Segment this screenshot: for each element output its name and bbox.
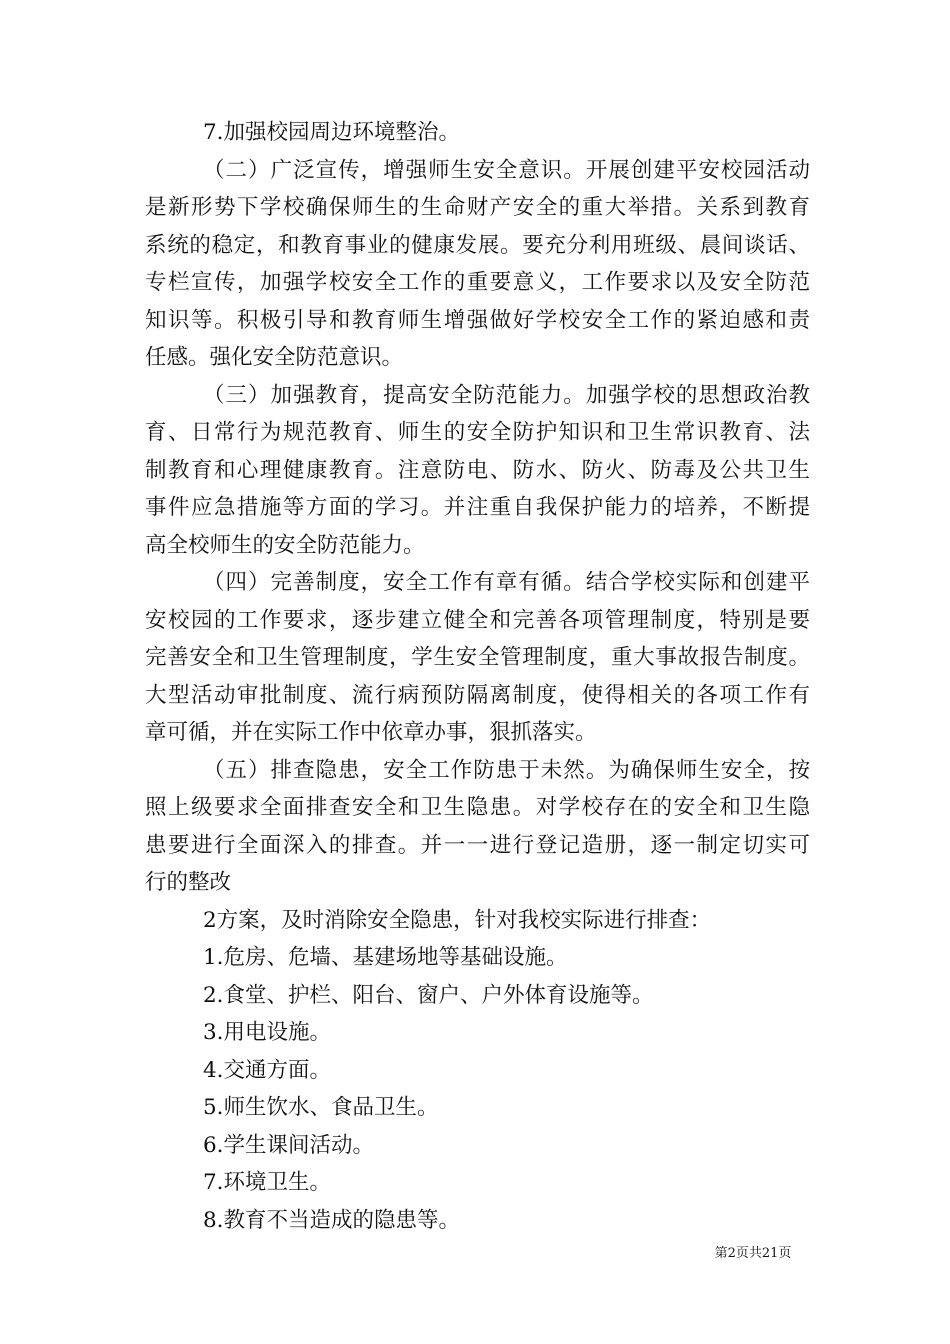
text-line: 7.环境卫生。 bbox=[203, 1170, 332, 1195]
text-line: 大型活动审批制度、流行病预防隔离制度，使得相关的各项工作有 bbox=[145, 682, 810, 708]
text-line: 8.教育不当造成的隐患等。 bbox=[203, 1207, 461, 1233]
text-line: （四）完善制度，安全工作有章有循。结合学校实际和创建平 bbox=[203, 570, 810, 595]
text-line: 章可循，并在实际工作中依章办事，狠抓落实。 bbox=[145, 720, 597, 745]
document-body bbox=[145, 114, 810, 1239]
text-line: 完善安全和卫生管理制度，学生安全管理制度，重大事故报告制度。 bbox=[145, 645, 810, 670]
text-line: 安校园的工作要求，逐步建立健全和完善各项管理制度，特别是要 bbox=[145, 607, 810, 633]
text-line: 7.加强校园周边环境整治。 bbox=[203, 120, 461, 145]
text-line: 行的整改 bbox=[145, 870, 232, 895]
text-line: 5.师生饮水、食品卫生。 bbox=[203, 1095, 439, 1120]
text-line: 制教育和心理健康教育。注意防电、防水、防火、防毒及公共卫生 bbox=[145, 457, 810, 483]
text-line: 3.用电设施。 bbox=[203, 1020, 332, 1045]
text-line: 专栏宣传，加强学校安全工作的重要意义，工作要求以及安全防范 bbox=[145, 270, 810, 295]
page-footer bbox=[0, 1244, 950, 1264]
text-line: 任感。强化安全防范意识。 bbox=[145, 345, 404, 370]
text-line: （二）广泛宣传，增强师生安全意识。开展创建平安校园活动 bbox=[203, 157, 810, 183]
text-line: 患要进行全面深入的排查。并一一进行登记造册，逐一制定切实可 bbox=[145, 832, 810, 858]
text-line: 是新形势下学校确保师生的生命财产安全的重大举措。关系到教育 bbox=[145, 195, 810, 220]
text-line: 2.食堂、护栏、阳台、窗户、户外体育设施等。 bbox=[203, 982, 654, 1008]
text-line: 照上级要求全面排查安全和卫生隐患。对学校存在的安全和卫生隐 bbox=[145, 795, 810, 820]
text-line: 事件应急措施等方面的学习。并注重自我保护能力的培养，不断提 bbox=[145, 495, 810, 520]
text-line: 高全校师生的安全防范能力。 bbox=[145, 532, 425, 558]
text-line: 4.交通方面。 bbox=[203, 1057, 332, 1083]
text-line: （三）加强教育，提高安全防范能力。加强学校的思想政治教 bbox=[203, 382, 810, 408]
text-line: （五）排查隐患，安全工作防患于未然。为确保师生安全，按 bbox=[203, 757, 810, 783]
text-line: 系统的稳定，和教育事业的健康发展。要充分利用班级、晨间谈话、 bbox=[145, 232, 810, 258]
text-line: 2方案，及时消除安全隐患，针对我校实际进行排查： bbox=[203, 907, 712, 933]
text-line: 知识等。积极引导和教育师生增强做好学校安全工作的紧迫感和责 bbox=[145, 307, 810, 333]
text-line: 1.危房、危墙、基建场地等基础设施。 bbox=[203, 945, 568, 970]
page-number: 第2页共21页 bbox=[714, 1246, 792, 1261]
text-line: 育、日常行为规范教育、师生的安全防护知识和卫生常识教育、法 bbox=[145, 420, 810, 445]
text-line: 6.学生课间活动。 bbox=[203, 1132, 375, 1158]
